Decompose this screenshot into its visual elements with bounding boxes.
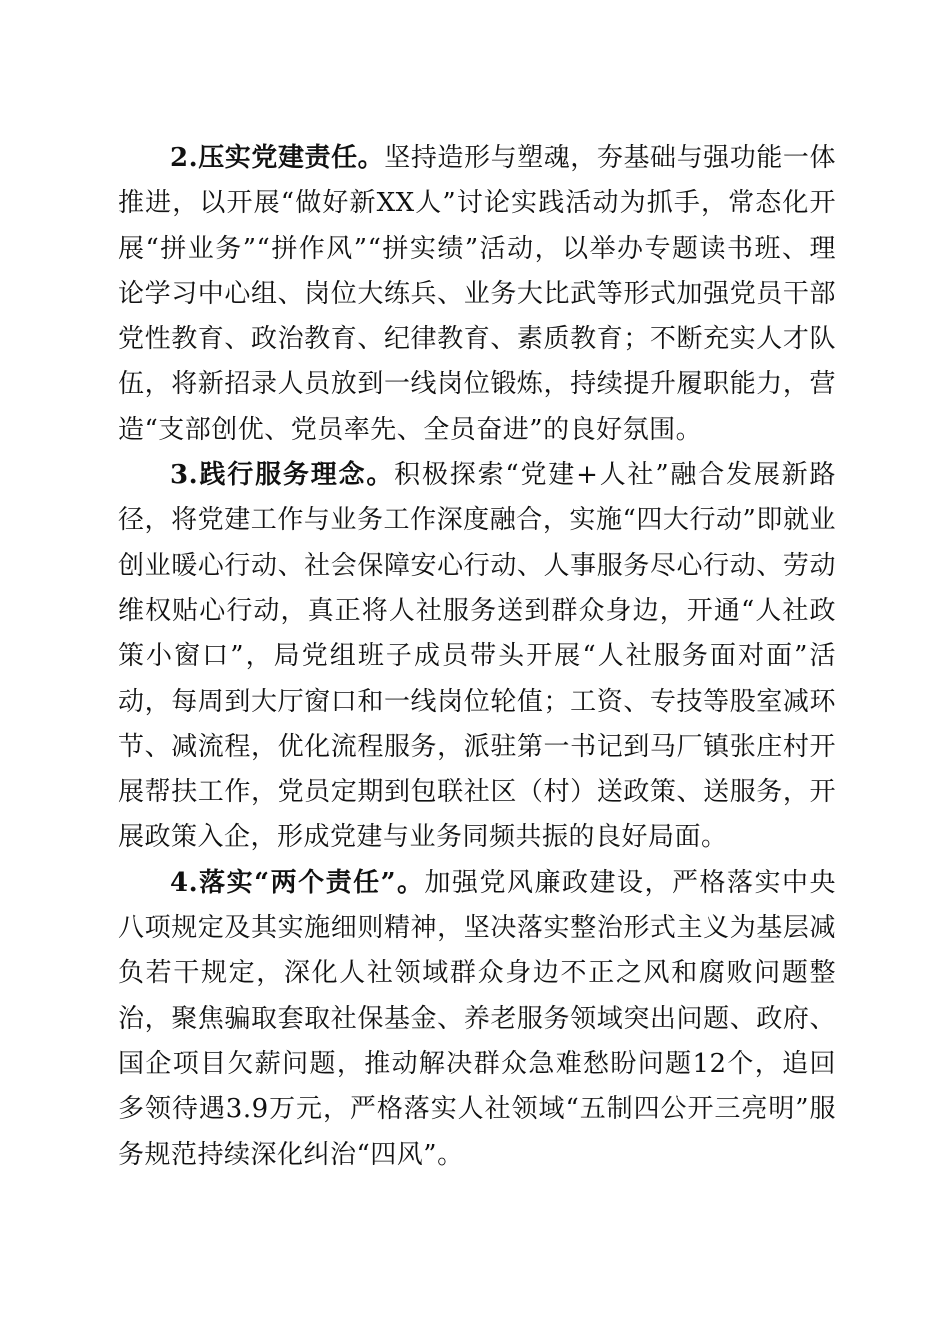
paragraph-heading: 2.压实党建责任。 [170,143,385,173]
paragraph-text: 积极探索“党建+人社”融合发展新路径，将党建工作与业务工作深度融合，实施“四大行动”即就业创业暖心行动、社会保障安心行动、人事服务尽心行动、劳动维权贴心行动，真正将人社服务送到群众身边，开通“人社政策小窗口”，局党组班子成员带头开展“人社服务面对面”活动，每周到大厅窗口和一线岗位轮值；工资、专技等股室减环节、减流程，优化流程服务，派驻第一书记到马厂镇张庄村开展帮扶工作，党员定期到包联社区（村）送政策、送服务，开展政策入企，形成党建与业务同频共振的良好局面。 [118,460,836,853]
paragraph-heading: 4.落实“两个责任”。 [170,867,425,898]
paragraph-text: 加强党风廉政建设，严格落实中央八项规定及其实施细则精神，坚决落实整治形式主义为基层减负若干规定，深化人社领域群众身边不正之风和腐败问题整治，聚焦骗取套取社保基金、养老服务领域突出问题、政府、国企项目欠薪问题，推动解决群众急难愁盼问题12个，追回多领待遇3.9万元，严格落实人社领域“五制四公开三亮明”服务规范持续深化纠治“四风”。 [118,867,836,1170]
paragraph-heading: 3.践行服务理念。 [170,460,395,491]
paragraph-text: 坚持造形与塑魂，夯基础与强功能一体推进，以开展“做好新XX人”讨论实践活动为抓手，常态化开展“拼业务”“拼作风”“拼实绩”活动，以举办专题读书班、理论学习中心组、岗位大练兵、业务大比武等形式加强党员干部党性教育、政治教育、纪律教育、素质教育；不断充实人才队伍，将新招录人员放到一线岗位锻炼，持续提升履职能力，营造“支部创优、党员率先、全员奋进”的良好氛围。 [118,143,836,445]
paragraph-service-concept [118,453,836,861]
document-body [118,136,836,1178]
paragraph-party-building-responsibility [118,136,836,453]
paragraph-two-responsibilities [118,861,836,1178]
